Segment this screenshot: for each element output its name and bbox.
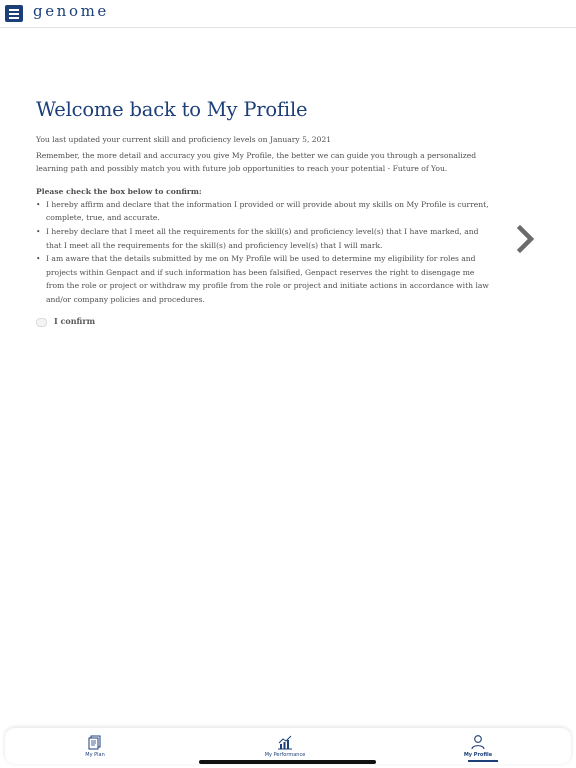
chevron-right-icon: [515, 224, 537, 254]
home-indicator[interactable]: [199, 760, 376, 764]
menu-line: [9, 9, 19, 11]
declaration-list: [36, 198, 491, 307]
bottom-tab-bar: [5, 728, 571, 764]
declaration-item: • I hereby affirm and declare that the information I provided or will provide about my skills on My Profile is current, complete, true, and accurate.: [46, 198, 491, 225]
genome-logo: genome: [33, 2, 109, 20]
confirm-instruction: Please check the box below to confirm:: [36, 186, 202, 196]
menu-line: [9, 17, 19, 19]
declaration-item: • I am aware that the details submitted by me on My Profile will be used to determine my eligibility for roles and projects within Genpact and if such information has been falsified, Genpact reserves the right to disengage me from the role or project or withdraw my profile from the role or project and initiate actions in accordance with law and/or company policies and procedures.: [46, 252, 491, 306]
profile-person-icon: [470, 734, 486, 750]
menu-line: [9, 13, 19, 15]
declaration-item: • I hereby declare that I meet all the requirements for the skill(s) and proficiency level(s) that I have marked, and that I meet all the requirements for the skill(s) and proficiency level(s) that I will mark.: [46, 225, 491, 252]
confirm-checkbox[interactable]: [36, 318, 47, 327]
confirm-label[interactable]: I confirm: [54, 315, 96, 326]
tab-my-profile[interactable]: [438, 734, 518, 758]
page-title: Welcome back to My Profile: [36, 98, 308, 121]
tab-label: My Profile: [463, 752, 493, 758]
plan-icon: [87, 734, 103, 750]
next-arrow-button[interactable]: [515, 224, 537, 254]
tab-my-performance[interactable]: [245, 734, 325, 758]
profile-welcome-panel: [36, 98, 491, 327]
app-header: [0, 0, 576, 28]
active-tab-indicator: [468, 760, 498, 762]
tab-label: My Plan: [85, 752, 105, 758]
tab-label: My Performance: [264, 752, 306, 758]
hamburger-menu-button[interactable]: [5, 5, 23, 22]
tab-my-plan[interactable]: [55, 734, 135, 758]
reminder-text: Remember, the more detail and accuracy you give My Profile, the better we can guide you through a personalized learning path and possibly match you with future job opportunities to reach your potential - Future of You.: [36, 150, 477, 174]
last-updated-text: You last updated your current skill and proficiency levels on January 5, 2021: [36, 135, 332, 144]
performance-chart-icon: [277, 734, 293, 750]
confirm-checkbox-row[interactable]: [36, 315, 491, 327]
